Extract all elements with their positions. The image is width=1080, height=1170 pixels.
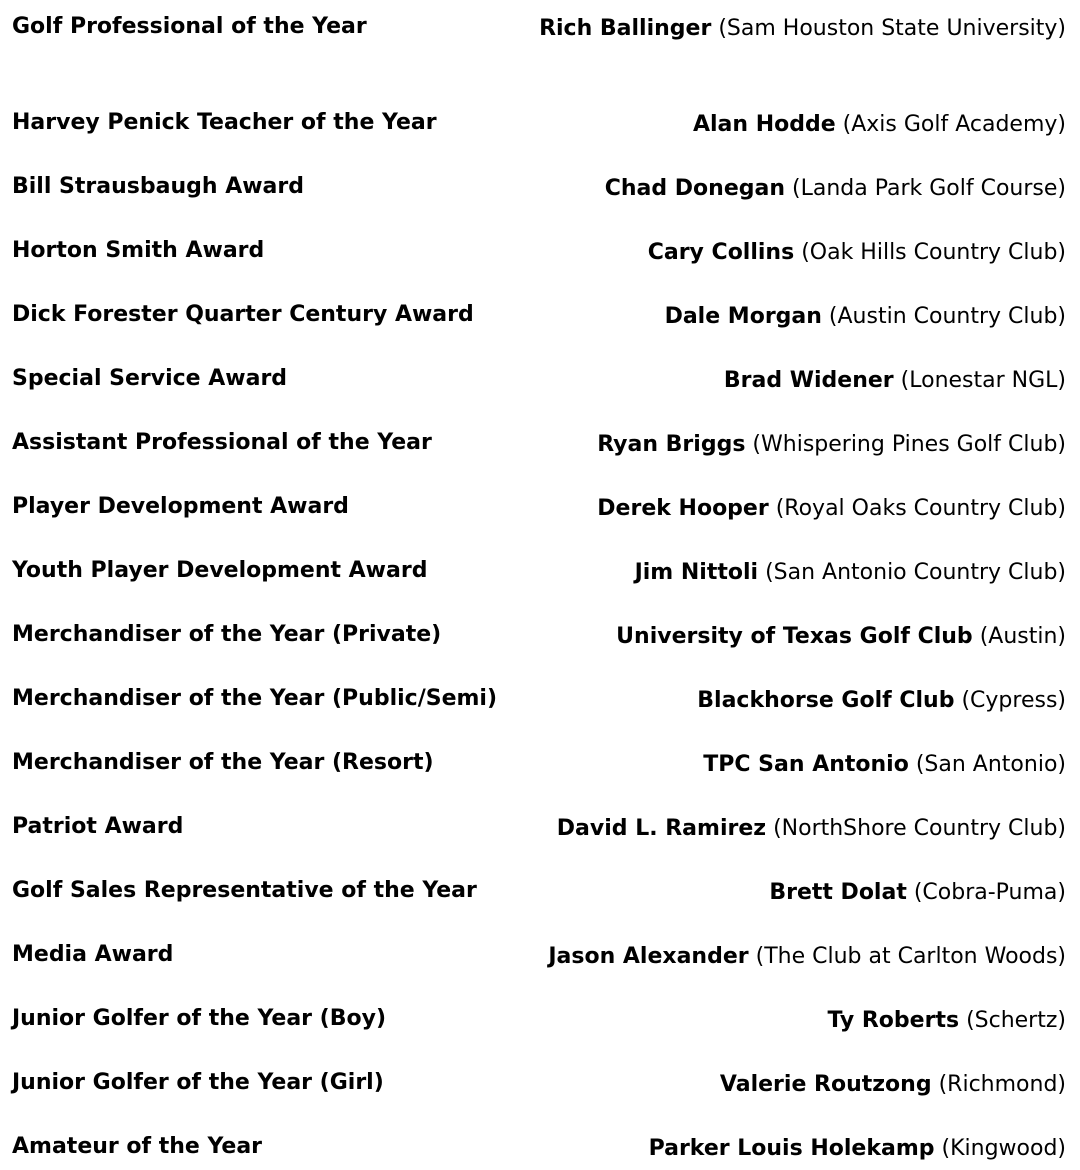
recipient-name: Valerie Routzong (719, 1072, 932, 1097)
recipient-org: (Whispering Pines Golf Club) (752, 432, 1066, 457)
recipient-name: Blackhorse Golf Club (697, 688, 955, 713)
award-name: Patriot Award (12, 814, 184, 839)
recipient-org: (Cypress) (961, 688, 1066, 713)
recipient-name: Derek Hooper (597, 496, 769, 521)
award-name: Bill Strausbaugh Award (12, 174, 304, 199)
recipient-org: (San Antonio) (915, 752, 1066, 777)
recipient-org: (Richmond) (938, 1072, 1066, 1097)
recipient (526, 621, 1066, 653)
recipient (526, 813, 1066, 845)
recipient-org: (The Club at Carlton Woods) (755, 944, 1066, 969)
recipient-name: Rich Ballinger (539, 16, 712, 41)
award-name: Assistant Professional of the Year (12, 430, 432, 455)
recipient (526, 365, 1066, 397)
award-name: Junior Golfer of the Year (Boy) (12, 1006, 387, 1031)
recipient-name: Cary Collins (647, 240, 795, 265)
recipient-org: (Sam Houston State University) (718, 16, 1066, 41)
award-name: Media Award (12, 942, 174, 967)
recipient-org: (Axis Golf Academy) (842, 112, 1066, 137)
award-name: Dick Forester Quarter Century Award (12, 302, 474, 327)
recipient-org: (San Antonio Country Club) (765, 560, 1066, 585)
recipient-name: Jason Alexander (548, 944, 749, 969)
award-name: Merchandiser of the Year (Public/Semi) (12, 686, 498, 711)
recipient-org: (NorthShore Country Club) (773, 816, 1066, 841)
recipient (526, 1005, 1066, 1037)
award-name: Special Service Award (12, 366, 288, 391)
recipient (526, 1133, 1066, 1165)
recipient (526, 493, 1066, 525)
recipient-org: (Lonestar NGL) (900, 368, 1066, 393)
award-name: Golf Professional of the Year (12, 14, 367, 39)
recipient-name: Dale Morgan (664, 304, 822, 329)
recipient-org: (Landa Park Golf Course) (792, 176, 1066, 201)
recipient (526, 173, 1066, 205)
recipient (526, 685, 1066, 717)
award-name: Junior Golfer of the Year (Girl) (12, 1070, 384, 1095)
recipient (526, 941, 1066, 973)
recipient-name: David L. Ramirez (556, 816, 767, 841)
recipient-org: (Austin Country Club) (828, 304, 1066, 329)
award-name: Amateur of the Year (12, 1134, 263, 1159)
award-name: Player Development Award (12, 494, 349, 519)
award-name: Horton Smith Award (12, 238, 265, 263)
recipient-org: (Royal Oaks Country Club) (775, 496, 1066, 521)
recipient-name: TPC San Antonio (703, 752, 909, 777)
recipient-name: Brett Dolat (769, 880, 907, 905)
recipient-org: (Cobra-Puma) (913, 880, 1066, 905)
recipient-name: Alan Hodde (692, 112, 836, 137)
recipient-name: Parker Louis Holekamp (648, 1136, 935, 1161)
recipient-name: Ty Roberts (827, 1008, 960, 1033)
recipient-org: (Schertz) (966, 1008, 1066, 1033)
recipient-name: Jim Nittoli (634, 560, 759, 585)
recipient (526, 877, 1066, 909)
recipient (526, 301, 1066, 333)
recipient (526, 557, 1066, 589)
recipient (526, 237, 1066, 269)
award-name: Youth Player Development Award (12, 558, 428, 583)
award-name: Merchandiser of the Year (Resort) (12, 750, 434, 775)
recipient (526, 109, 1066, 141)
recipient-org: (Oak Hills Country Club) (801, 240, 1066, 265)
award-name: Merchandiser of the Year (Private) (12, 622, 442, 647)
recipient (526, 13, 1066, 45)
award-name: Golf Sales Representative of the Year (12, 878, 477, 903)
recipient (526, 1069, 1066, 1101)
recipient-name: Ryan Briggs (597, 432, 746, 457)
recipient-name: Chad Donegan (604, 176, 785, 201)
recipient-name: University of Texas Golf Club (616, 624, 973, 649)
recipient-name: Brad Widener (723, 368, 894, 393)
award-name: Harvey Penick Teacher of the Year (12, 110, 437, 135)
recipient-org: (Kingwood) (941, 1136, 1066, 1161)
recipient (526, 429, 1066, 461)
recipient (526, 749, 1066, 781)
recipient-org: (Austin) (979, 624, 1066, 649)
